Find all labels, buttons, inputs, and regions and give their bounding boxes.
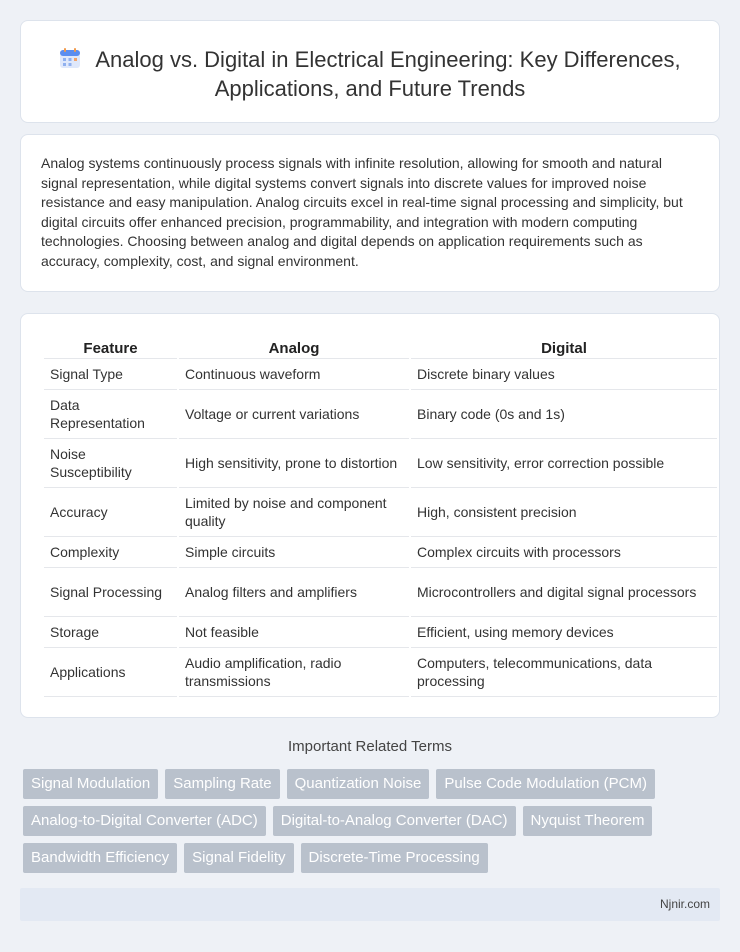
feature-cell: Storage: [44, 617, 177, 648]
digital-cell: Computers, telecommunications, data processing: [411, 648, 717, 697]
related-terms-list: [23, 769, 703, 873]
term-tag[interactable]: Digital-to-Analog Converter (DAC): [273, 806, 516, 836]
table-row: [44, 390, 717, 439]
header-digital: Digital: [411, 334, 717, 359]
header-analog: Analog: [179, 334, 409, 359]
title-card: [20, 20, 720, 123]
term-tag[interactable]: Sampling Rate: [165, 769, 279, 799]
table-row: [44, 488, 717, 537]
term-tag[interactable]: Quantization Noise: [287, 769, 430, 799]
term-tag[interactable]: Signal Modulation: [23, 769, 158, 799]
digital-cell: Complex circuits with processors: [411, 537, 717, 568]
feature-cell: Signal Type: [44, 359, 177, 390]
table-row: [44, 537, 717, 568]
term-tag[interactable]: Analog-to-Digital Converter (ADC): [23, 806, 266, 836]
feature-cell: Accuracy: [44, 488, 177, 537]
analog-cell: Analog filters and amplifiers: [179, 568, 409, 617]
digital-cell: High, consistent precision: [411, 488, 717, 537]
term-tag[interactable]: Nyquist Theorem: [523, 806, 653, 836]
term-tag[interactable]: Bandwidth Efficiency: [23, 843, 177, 873]
header-feature: Feature: [44, 334, 177, 359]
table-row: [44, 617, 717, 648]
digital-cell: Binary code (0s and 1s): [411, 390, 717, 439]
analog-cell: Not feasible: [179, 617, 409, 648]
footer: [20, 888, 720, 921]
analog-cell: Audio amplification, radio transmissions: [179, 648, 409, 697]
term-tag[interactable]: Discrete-Time Processing: [301, 843, 488, 873]
intro-paragraph: Analog systems continuously process signals with infinite resolution, allowing for smooth and natural signal representation, while digital systems convert signals into discrete values for improved noise resistance and easy manipulation. Analog circuits excel in real-time signal processing and simplicity, but digital circuits offer enhanced precision, programmability, and integration with modern computing technologies. Choosing between analog and digital depends on application requirements such as accuracy, complexity, cost, and signal environment.: [41, 155, 683, 269]
digital-cell: Discrete binary values: [411, 359, 717, 390]
table-row: [44, 648, 717, 697]
digital-cell: Microcontrollers and digital signal processors: [411, 568, 717, 617]
analog-cell: Voltage or current variations: [179, 390, 409, 439]
analog-cell: Continuous waveform: [179, 359, 409, 390]
feature-cell: Applications: [44, 648, 177, 697]
term-tag[interactable]: Pulse Code Modulation (PCM): [436, 769, 655, 799]
digital-cell: Low sensitivity, error correction possible: [411, 439, 717, 488]
intro-card: [20, 134, 720, 292]
analog-cell: High sensitivity, prone to distortion: [179, 439, 409, 488]
feature-cell: Data Representation: [44, 390, 177, 439]
page-title-wrap: [21, 45, 719, 103]
table-row: [44, 568, 717, 617]
analog-cell: Simple circuits: [179, 537, 409, 568]
comparison-card: [20, 313, 720, 718]
feature-cell: Noise Susceptibility: [44, 439, 177, 488]
related-terms-title: Important Related Terms: [288, 738, 452, 755]
term-tag[interactable]: Signal Fidelity: [184, 843, 293, 873]
table-header-row: [44, 334, 717, 359]
footer-site-link[interactable]: Njnir.com: [659, 897, 710, 911]
digital-cell: Efficient, using memory devices: [411, 617, 717, 648]
table-row: [44, 439, 717, 488]
calendar-icon: [59, 47, 81, 69]
page-title: Analog vs. Digital in Electrical Engineering: Key Differences, Applications, and Future Trends: [95, 47, 681, 101]
feature-cell: Complexity: [44, 537, 177, 568]
analog-cell: Limited by noise and component quality: [179, 488, 409, 537]
table-row: [44, 359, 717, 390]
comparison-table: [42, 334, 719, 697]
feature-cell: Signal Processing: [44, 568, 177, 617]
